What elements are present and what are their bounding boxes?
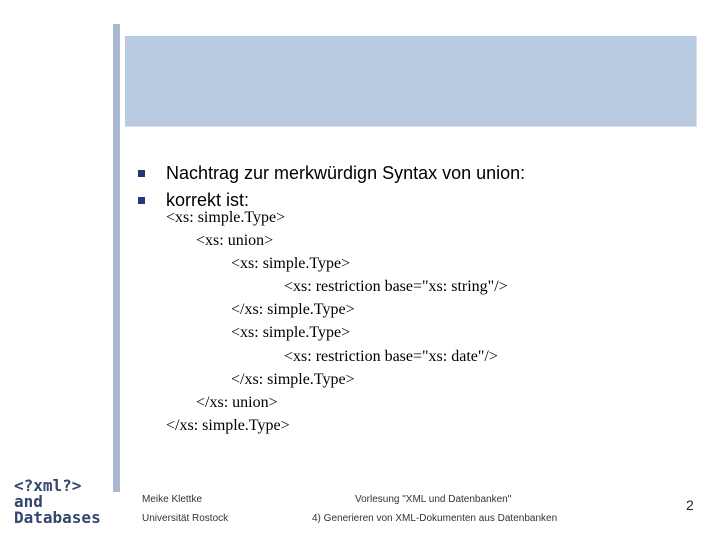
code-line: <xs: restriction base="xs: string"/> bbox=[284, 278, 508, 295]
page-number: 2 bbox=[686, 497, 694, 513]
logo-line: Databases bbox=[14, 508, 101, 527]
logo-line: <?xml?> bbox=[14, 476, 82, 495]
bullet-text: Nachtrag zur merkwürdign Syntax von union: bbox=[166, 163, 526, 183]
course-logo bbox=[14, 478, 101, 526]
code-line: </xs: simple.Type> bbox=[166, 417, 290, 434]
title-area bbox=[125, 36, 697, 127]
code-line: </xs: union> bbox=[196, 394, 278, 411]
code-line: <xs: simple.Type> bbox=[166, 209, 286, 226]
footer-author: Meike Klettke bbox=[142, 494, 203, 505]
footer-chapter: 4) Generieren von XML-Dokumenten aus Datenbanken bbox=[312, 513, 558, 524]
code-line: </xs: simple.Type> bbox=[231, 371, 355, 388]
code-line: <xs: simple.Type> bbox=[231, 255, 351, 272]
logo-line: and bbox=[14, 492, 43, 511]
left-accent-bar bbox=[113, 24, 120, 492]
code-line: <xs: simple.Type> bbox=[231, 324, 351, 341]
bullet-text: korrekt ist: bbox=[166, 190, 250, 210]
code-line: <xs: restriction base="xs: date"/> bbox=[284, 348, 498, 365]
code-line: <xs: union> bbox=[196, 232, 274, 249]
footer-university: Universität Rostock bbox=[142, 513, 229, 524]
square-bullet-icon bbox=[138, 197, 145, 204]
footer-lecture: Vorlesung "XML und Datenbanken" bbox=[355, 494, 512, 505]
square-bullet-icon bbox=[138, 170, 145, 177]
code-line: </xs: simple.Type> bbox=[231, 301, 355, 318]
